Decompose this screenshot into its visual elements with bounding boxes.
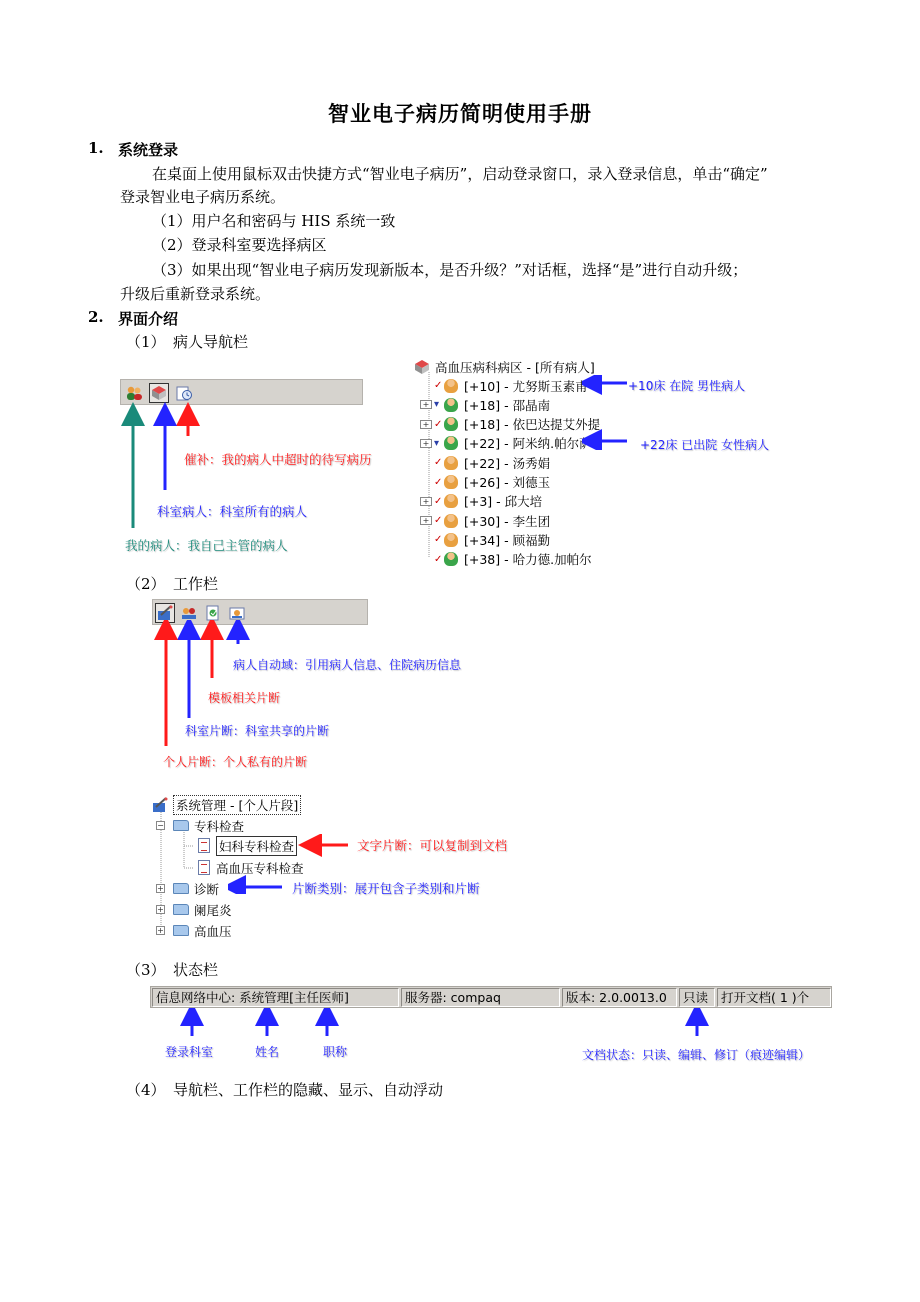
patient-row[interactable] [420,511,550,530]
patient-row[interactable] [420,415,600,434]
snippet-annotation-doc: 文字片断：可以复制到文档 [357,838,508,853]
status-annotation-docstate: 文档状态：只读、编辑、修订（痕迹编辑） [582,1048,811,1062]
check-icon: ✓ [434,534,443,546]
patient-label: [+10] - 尤努斯玉素甫 [464,378,588,394]
discharged-flag-icon: ▾ [434,437,440,449]
page-title: 智业电子病历简明使用手册 [328,101,592,126]
check-icon: ✓ [434,476,443,488]
sub-heading-float: （4） 导航栏、工作栏的隐藏、显示、自动浮动 [126,1081,444,1099]
discharged-flag-icon: ▾ [434,399,440,411]
status-arrows [170,1008,710,1040]
snippet-folder-3-label: 阑尾炎 [193,902,232,918]
check-icon: ✓ [434,515,443,527]
female-patient-icon [444,398,458,412]
sub-heading-statusbar: （3） 状态栏 [126,961,219,979]
expand-icon[interactable]: + [420,516,432,525]
check-icon: ✓ [434,553,443,565]
folder-icon [173,925,189,936]
female-patient-icon [444,417,458,431]
folder-icon [173,883,189,894]
section-1-item-3: （3）如果出现“智业电子病历发现新版本，是否升级？”对话框，选择“是”进行自动升级； [152,261,748,279]
male-patient-icon [444,514,458,528]
section-1-para: 在桌面上使用鼠标双击快捷方式“智业电子病历”，启动登录窗口，录入登录信息，单击“确定” [152,165,768,183]
patient-row[interactable] [420,376,588,395]
expand-icon[interactable]: + [157,926,164,935]
patient-tree-root-label: 高血压病科病区 - [所有病人] [435,359,595,375]
status-version: 版本: 2.0.0013.0 [562,988,677,1007]
snippet-doc-2-label: 高血压专科检查 [216,860,304,876]
female-patient-icon [444,552,458,566]
male-patient-icon [444,379,458,393]
check-icon: ✓ [434,380,443,391]
patient-label: [+3] - 邱大培 [464,494,543,510]
male-patient-icon [444,533,458,547]
status-open-docs: 打开文档( 1 )个 [717,988,831,1007]
sub-heading-nav: （1） 病人导航栏 [126,333,249,351]
expand-icon[interactable]: + [420,400,432,409]
tree-annotation-female: +22床 已出院 女性病人 [640,438,769,452]
collapse-icon[interactable]: − [157,821,164,830]
patient-label: [+22] - 汤秀娟 [464,455,551,471]
status-annotation-dept: 登录科室 [165,1045,214,1059]
check-icon: ✓ [434,495,443,507]
nav-annotation-dept: 科室病人：科室所有的病人 [157,504,308,519]
work-annotation-personal: 个人片断：个人私有的片断 [163,755,308,769]
work-annotation-template: 模板相关片断 [208,691,281,705]
patient-label: [+18] - 依巴达提艾外提 [464,417,601,433]
section-1-item-1: （1）用户名和密码与 HIS 系统一致 [152,212,396,230]
section-1-para-cont: 登录智业电子病历系统。 [120,188,286,206]
work-annotation-dept: 科室片断：科室共享的片断 [185,724,330,738]
male-patient-icon [444,475,458,489]
patient-row[interactable] [420,492,542,511]
patient-row[interactable] [420,550,592,569]
snippet-annotation-category: 片断类别：展开包含子类别和片断 [292,881,480,896]
expand-icon[interactable]: + [420,439,432,448]
patient-label: [+30] - 李生团 [464,513,551,529]
patient-row[interactable] [420,530,550,549]
section-1-number: 1. [88,139,104,157]
snippet-tree-root-label: 系统管理 - [个人片段] [173,795,301,815]
document-icon [198,860,210,875]
section-1-item-2: （2）登录科室要选择病区 [152,236,327,254]
expand-icon[interactable]: + [157,884,164,893]
snippet-folder-4[interactable] [156,921,231,940]
patient-row[interactable] [420,434,592,453]
status-readonly: 只读 [679,988,715,1007]
personal-snippet-icon [152,797,170,813]
document-icon [198,838,210,853]
check-icon: ✓ [434,457,443,469]
status-dept: 信息网络中心: 系统管理[主任医师] [152,988,399,1007]
patient-label: [+34] - 顾福勤 [464,532,551,548]
section-1-item-3-cont: 升级后重新登录系统。 [120,285,271,303]
snippet-folder-1[interactable] [156,816,244,835]
folder-icon [173,904,189,915]
tree-annotation-male: +10床 在院 男性病人 [628,379,745,393]
patient-row[interactable] [420,453,550,472]
snippet-folder-3[interactable] [156,900,231,919]
patient-label: [+26] - 刘德玉 [464,475,551,490]
snippet-folder-2-label: 诊断 [193,881,219,897]
patient-row[interactable] [420,473,550,492]
status-server: 服务器: compaq [401,988,560,1007]
male-patient-icon [444,494,458,508]
expand-icon[interactable]: + [157,905,164,914]
status-annotation-name: 姓名 [255,1045,280,1059]
snippet-folder-4-label: 高血压 [193,923,232,939]
expand-icon[interactable]: + [420,420,432,429]
section-1-heading: 系统登录 [118,141,179,159]
status-annotation-title: 职称 [323,1045,348,1059]
section-2-heading: 界面介绍 [118,310,179,328]
section-2-number: 2. [88,308,104,326]
male-patient-icon [444,456,458,470]
snippet-doc-1-label: 妇科专科检查 [216,836,297,856]
snippet-folder-1-label: 专科检查 [193,818,244,834]
female-patient-icon [444,436,458,450]
patient-label: [+38] - 哈力德.加帕尔 [464,552,592,568]
folder-icon [173,820,189,831]
patient-row[interactable] [420,395,550,414]
nav-annotation-remind: 催补：我的病人中超时的待写病历 [184,452,372,467]
expand-icon[interactable]: + [420,497,432,506]
patient-label: [+18] - 邵晶南 [464,397,551,413]
work-annotation-auto: 病人自动域：引用病人信息、住院病历信息 [233,658,462,672]
sub-heading-workbar: （2） 工作栏 [126,575,219,593]
nav-annotation-mine: 我的病人：我自己主管的病人 [125,538,288,553]
snippet-folder-2[interactable] [156,879,219,898]
status-bar [150,986,832,1008]
patient-label: [+22] - 阿米纳.帕尔萨 [464,436,592,452]
check-icon: ✓ [434,418,443,430]
